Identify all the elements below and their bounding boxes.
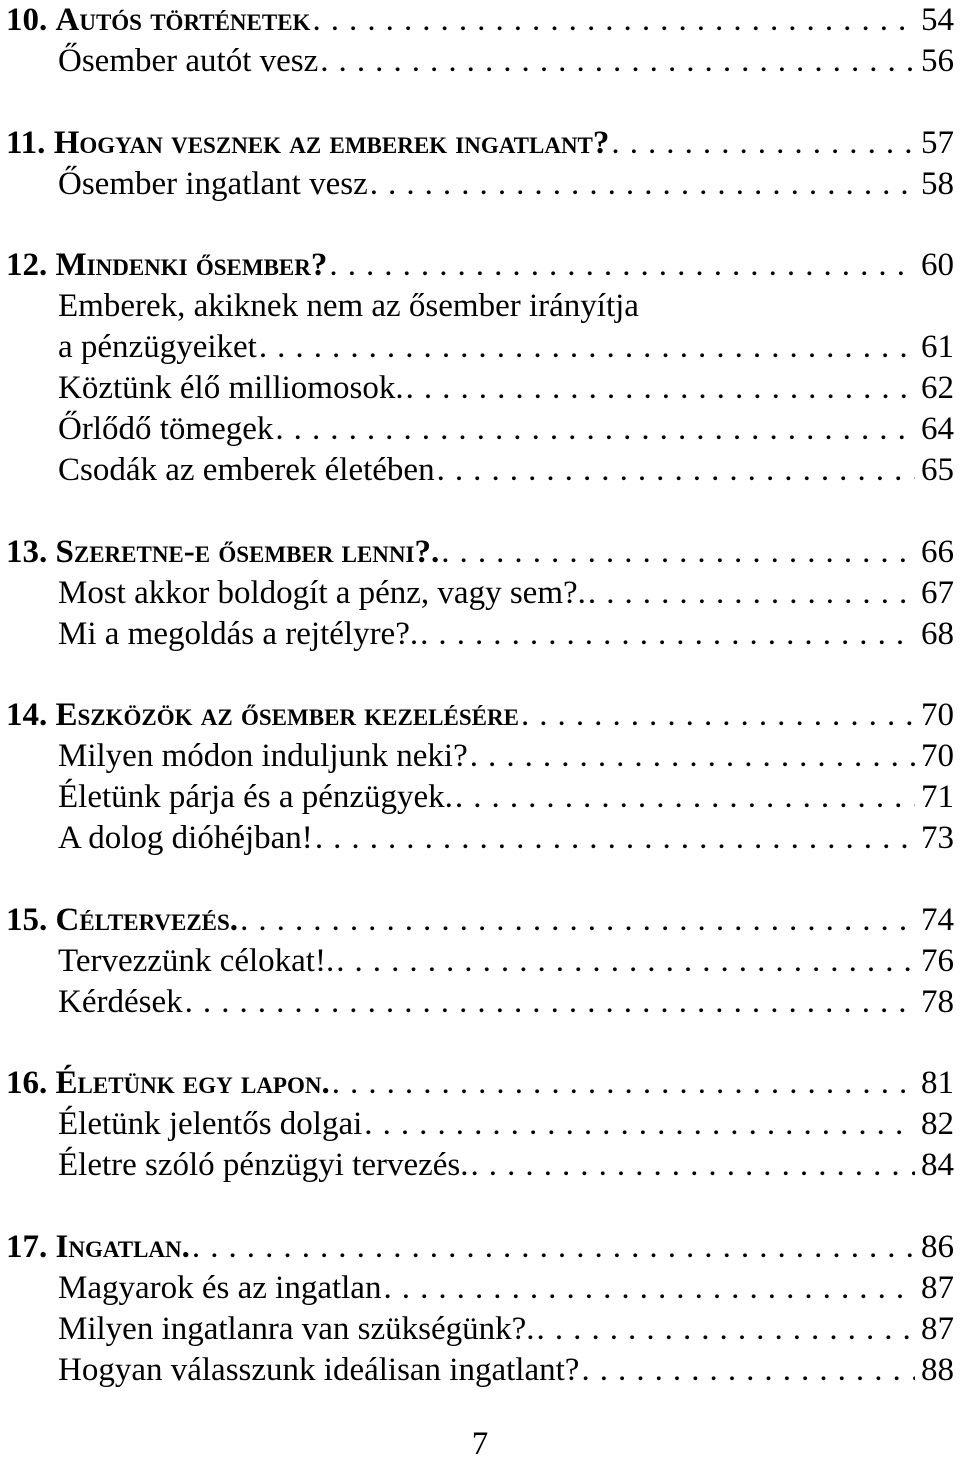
page-ref: 68 [921, 615, 954, 652]
page-ref: 76 [921, 942, 954, 979]
entry-title: Köztünk élő milliomosok. [58, 370, 404, 406]
entry-title: Kérdések [58, 983, 183, 1020]
page-ref: 66 [921, 533, 954, 570]
dot-leader [364, 1104, 915, 1145]
page-ref: 58 [921, 165, 954, 202]
entry-line[interactable] [6, 409, 954, 450]
page-ref: 74 [921, 901, 954, 938]
chapter-number: 12. [6, 247, 48, 283]
chapter-number: 17. [6, 1228, 48, 1265]
entry-title: Magyarok és az ingatlan [58, 1269, 382, 1306]
page-ref: 64 [921, 411, 954, 447]
page-ref: 71 [921, 779, 954, 815]
page-ref: 87 [921, 1310, 954, 1347]
chapter-number: 13. [6, 533, 48, 570]
chapter-number: 15. [6, 901, 48, 938]
toc-chapter [6, 1063, 954, 1186]
entry-line[interactable] [6, 164, 954, 205]
entry-line[interactable] [6, 573, 954, 614]
page-ref: 82 [921, 1106, 954, 1142]
chapter-heading[interactable] [6, 695, 954, 736]
dot-leader [312, 0, 915, 41]
page-ref: 87 [921, 1269, 954, 1306]
entry-title: Milyen ingatlanra van szükségünk?. [58, 1310, 535, 1347]
toc-chapter [6, 1227, 954, 1391]
dot-leader [470, 736, 915, 777]
chapter-number: 16. [6, 1065, 48, 1101]
entry-line[interactable] [6, 982, 954, 1023]
entry-line[interactable] [6, 1350, 954, 1391]
entry-line[interactable] [6, 286, 954, 327]
entry-title: Most akkor boldogít a pénz, vagy sem?. [58, 574, 586, 611]
entry-title: Ősember autót vesz [58, 43, 319, 79]
chapter-heading[interactable] [6, 1227, 954, 1268]
page-ref: 78 [921, 983, 954, 1020]
page-ref: 81 [921, 1065, 954, 1101]
dot-leader [588, 573, 915, 614]
page-ref: 65 [921, 452, 954, 488]
dot-leader [332, 1063, 915, 1104]
toc-chapter [6, 900, 954, 1023]
page-ref: 67 [921, 574, 954, 611]
entry-line[interactable] [6, 1309, 954, 1350]
entry-title: Mi a megoldás a rejtélyre?. [58, 615, 419, 652]
chapter-title: Mindenki ősember? [55, 247, 328, 283]
dot-leader [315, 818, 915, 859]
dot-leader [320, 41, 915, 82]
entry-line[interactable] [6, 41, 954, 82]
entry-line[interactable] [6, 1145, 954, 1186]
page-number: 7 [471, 1426, 489, 1462]
dot-leader [455, 777, 915, 818]
toc-chapter [6, 0, 954, 82]
dot-leader [471, 1145, 916, 1186]
chapter-title: Eszközök az ősember kezelésére [55, 697, 519, 733]
page-ref: 88 [921, 1351, 954, 1388]
entry-line[interactable] [6, 1104, 954, 1145]
entry-line[interactable] [6, 818, 954, 859]
toc-chapter [6, 532, 954, 655]
entry-line[interactable] [6, 368, 954, 409]
page-ref: 86 [921, 1228, 954, 1265]
dot-leader [192, 1227, 915, 1268]
entry-line[interactable] [6, 736, 954, 777]
dot-leader [185, 982, 915, 1023]
chapter-heading[interactable] [6, 532, 954, 573]
dot-leader [259, 327, 915, 368]
dot-leader [329, 245, 915, 286]
page-ref: 70 [921, 697, 954, 733]
entry-line[interactable] [6, 327, 954, 368]
chapter-heading[interactable] [6, 1063, 954, 1104]
page-ref: 84 [921, 1147, 954, 1183]
entry-line[interactable] [6, 450, 954, 491]
toc-chapter [6, 695, 954, 859]
dot-leader [275, 409, 915, 450]
chapter-title: Hogyan vesznek az emberek ingatlant? [53, 124, 610, 161]
dot-leader [437, 450, 915, 491]
entry-title: Életünk párja és a pénzügyek. [58, 779, 453, 815]
entry-line[interactable] [6, 941, 954, 982]
page-ref: 70 [921, 738, 954, 774]
page-ref: 61 [921, 329, 954, 365]
dot-leader [240, 900, 915, 941]
entry-title: Életre szóló pénzügyi tervezés. [58, 1147, 469, 1183]
entry-title: Hogyan válasszunk ideálisan ingatlant? [58, 1351, 580, 1388]
chapter-number: 11. [6, 124, 46, 161]
page-ref: 62 [921, 370, 954, 406]
chapter-heading[interactable] [6, 0, 954, 41]
entry-line[interactable] [6, 614, 954, 655]
page-ref: 73 [921, 820, 954, 856]
entry-title-continuation: a pénzügyeiket [58, 329, 257, 365]
chapter-heading[interactable] [6, 900, 954, 941]
chapter-title: Ingatlan. [55, 1228, 190, 1265]
entry-title: Emberek, akiknek nem az ősember irányítja [58, 288, 639, 324]
toc-chapter [6, 245, 954, 491]
dot-leader [370, 164, 915, 205]
toc-chapter [6, 123, 954, 205]
entry-line[interactable] [6, 777, 954, 818]
chapter-heading[interactable] [6, 245, 954, 286]
entry-title: A dolog dióhéjban! [58, 820, 313, 856]
dot-leader [521, 695, 915, 736]
entry-title: Őrlődő tömegek [58, 411, 274, 447]
entry-title: Csodák az emberek életében [58, 452, 435, 488]
dot-leader [581, 1350, 915, 1391]
chapter-number: 10. [6, 2, 48, 38]
dot-leader [441, 532, 915, 573]
entry-line[interactable] [6, 1268, 954, 1309]
page-ref: 57 [921, 124, 954, 161]
dot-leader [611, 123, 915, 164]
dot-leader [383, 1268, 915, 1309]
table-of-contents [6, 0, 954, 1391]
chapter-title: Céltervezés. [55, 901, 239, 938]
dot-leader [537, 1309, 915, 1350]
chapter-heading[interactable] [6, 123, 954, 164]
entry-title: Életünk jelentős dolgai [58, 1106, 363, 1142]
chapter-title: Szeretne-e ősember lenni?. [55, 533, 440, 570]
dot-leader [420, 614, 915, 655]
entry-title: Milyen módon induljunk neki? [58, 738, 468, 774]
chapter-title: Autós történetek [55, 2, 311, 38]
dot-leader [336, 941, 915, 982]
entry-title: Ősember ingatlant vesz [58, 165, 368, 202]
chapter-number: 14. [6, 697, 48, 733]
page-ref: 54 [921, 2, 954, 38]
page-ref: 56 [921, 43, 954, 79]
entry-title: Tervezzünk célokat!. [58, 942, 335, 979]
dot-leader [406, 368, 915, 409]
page-ref: 60 [921, 247, 954, 283]
chapter-title: Életünk egy lapon. [55, 1065, 330, 1101]
